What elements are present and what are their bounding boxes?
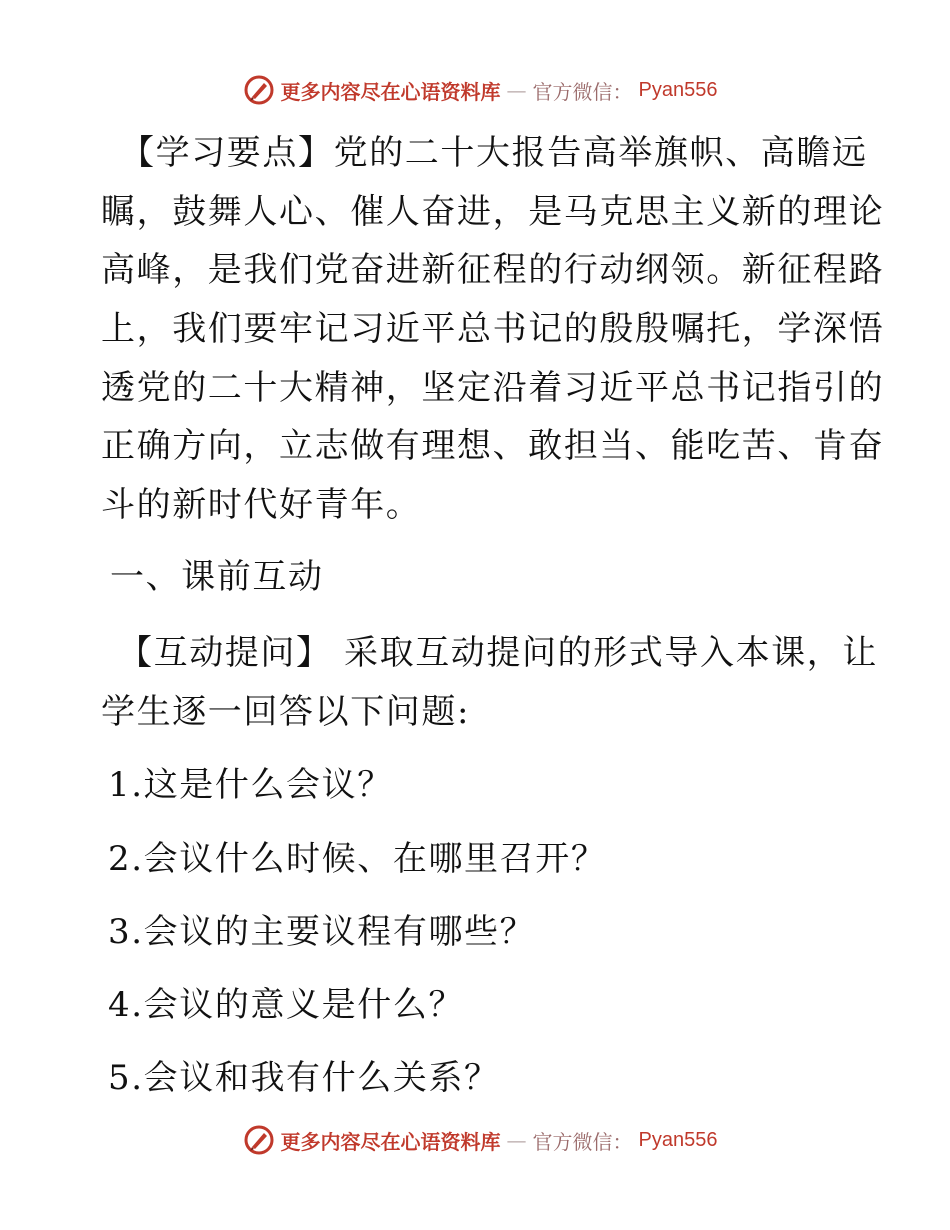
key-points-line: 高峰，是我们党奋进新征程的行动纲领。新征程路: [101, 250, 885, 290]
question-item: 3.会议的主要议程有哪些？: [108, 912, 536, 952]
watermark-dash: —: [506, 78, 527, 102]
key-points-line: 正确方向，立志做有理想、敢担当、能吃苦、肯奋: [101, 426, 885, 466]
question-item: 1.这是什么会议？: [108, 765, 393, 805]
key-points-line: 瞩，鼓舞人心、催人奋进，是马克思主义新的理论: [101, 192, 885, 232]
watermark-official-label: 官方微信：: [532, 1129, 633, 1154]
key-points-line: 透党的二十大精神，坚定沿着习近平总书记指引的: [101, 368, 885, 408]
key-points-line: 斗的新时代好青年。: [101, 485, 422, 525]
section-heading: 一、课前互动: [110, 557, 324, 597]
question-item: 5.会议和我有什么关系？: [108, 1058, 500, 1098]
watermark-text: 更多内容尽在心语资料库: [280, 79, 501, 104]
key-points-line: 上，我们要牢记习近平总书记的殷殷嘱托，学深悟: [101, 309, 885, 349]
watermark-official-label: 官方微信：: [532, 79, 633, 104]
key-points-line: 【学习要点】党的二十大报告高举旗帜、高瞻远: [120, 133, 868, 173]
question-item: 4.会议的意义是什么？: [108, 985, 465, 1025]
watermark-text: 更多内容尽在心语资料库: [280, 1129, 501, 1154]
pen-circle-logo-icon: [243, 74, 275, 106]
header-watermark: [0, 70, 950, 110]
watermark-dash: —: [506, 1128, 527, 1152]
question-item: 2.会议什么时候、在哪里召开？: [108, 839, 607, 879]
watermark-wechat-id: Pyan556: [638, 1128, 718, 1151]
watermark-wechat-id: Pyan556: [638, 78, 718, 101]
interaction-line: 【互动提问】 采取互动提问的形式导入本课，让: [118, 633, 879, 673]
footer-watermark: [0, 1120, 950, 1160]
interaction-line: 学生逐一回答以下问题:: [101, 692, 471, 732]
pen-circle-logo-icon: [243, 1124, 275, 1156]
watermark-group: [243, 1124, 718, 1156]
watermark-group: [243, 74, 718, 106]
